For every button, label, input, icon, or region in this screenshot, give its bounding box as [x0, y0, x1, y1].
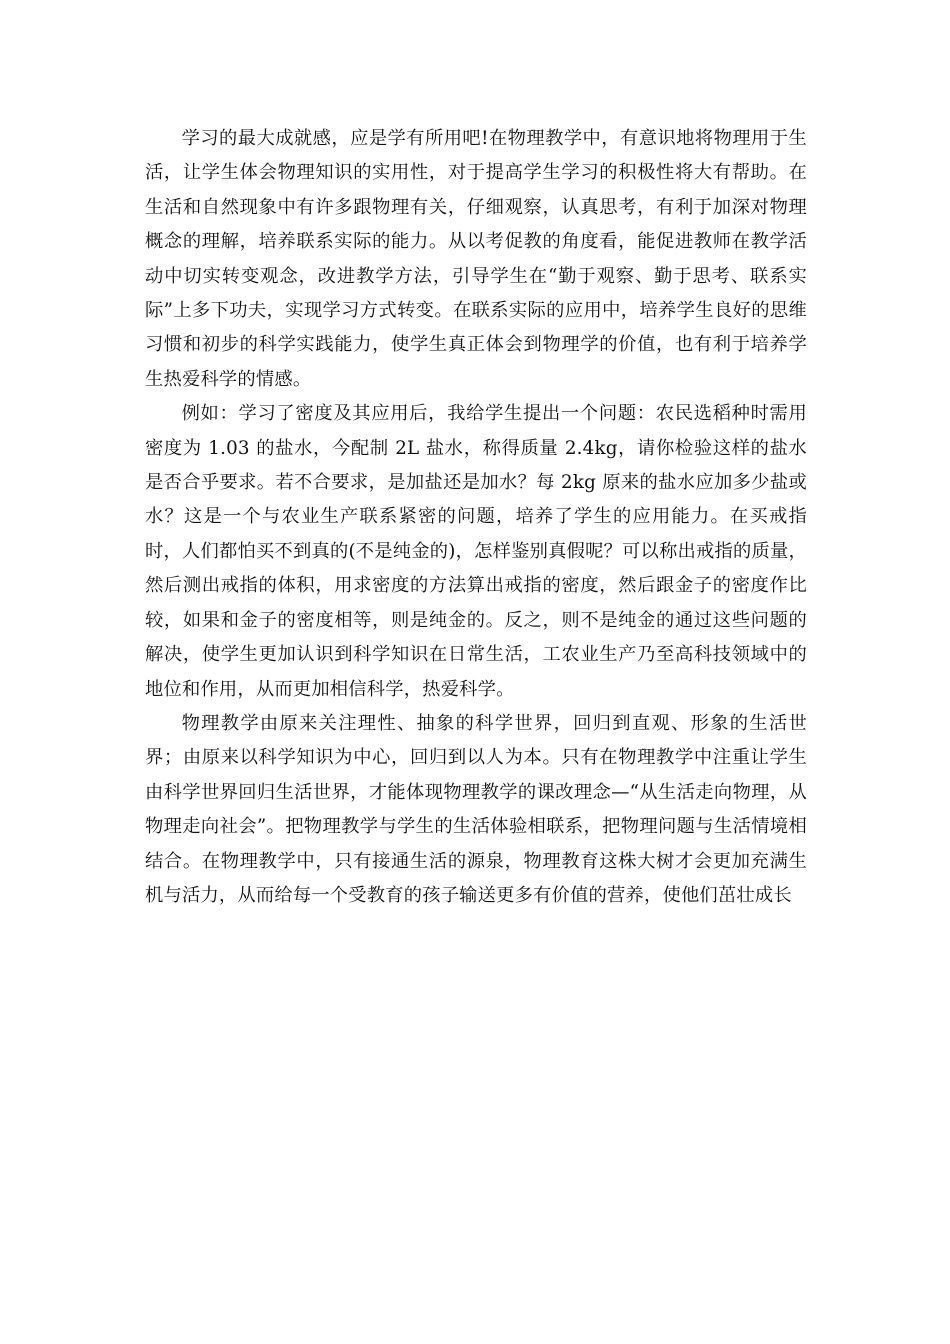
paragraph-3: 物理教学由原来关注理性、抽象的科学世界，回归到直观、形象的生活世界；由原来以科学知识为中心，回归到以人为本。只有在物理教学中注重让学生由科学世界回归生活世界，才能体现物理教学的课改理念—“从生活走向物理，从物理走向社会”。把物理教学与学生的生活体验相联系，把物理问题与生活情境相结合。在物理教学中，只有接通生活的源泉，物理教育这株大树才会更加充满生机与活力，从而给每一个受教育的孩子输送更多有价值的营养，使他们茁壮成长 [145, 712, 807, 906]
document-body [145, 122, 807, 913]
paragraph-1: 学习的最大成就感，应是学有所用吧!在物理教学中，有意识地将物理用于生活，让学生体会物理知识的实用性，对于提高学生学习的积极性将大有帮助。在生活和自然现象中有许多跟物理有关，仔细观察，认真思考，有利于加深对物理概念的理解，培养联系实际的能力。从以考促教的角度看，能促进教师在教学活动中切实转变观念，改进教学方法，引导学生在“勤于观察、勤于思考、联系实际”上多下功夫，实现学习方式转变。在联系实际的应用中，培养学生良好的思维习惯和初步的科学实践能力，使学生真正体会到物理学的价值，也有利于培养学生热爱科学的情感。 [145, 128, 807, 390]
paragraph-2: 例如：学习了密度及其应用后，我给学生提出一个问题：农民选稻种时需用密度为 1.03 的盐水，今配制 2L 盐水，称得质量 2.4kg，请你检验这样的盐水是否合乎要求。若不合要求，是加盐还是加水？每 2kg 原来的盐水应加多少盐或水？这是一个与农业生产联系紧密的问题，培养了学生的应用能力。在买戒指时，人们都怕买不到真的(不是纯金的)，怎样鉴别真假呢？可以称出戒指的质量，然后测出戒指的体积，用求密度的方法算出戒指的密度，然后跟金子的密度作比较，如果和金子的密度相等，则是纯金的。反之，则不是纯金的通过这些问题的解决，使学生更加认识到科学知识在日常生活，工农业生产乃至高科技领域中的地位和作用，从而更加相信科学，热爱科学。 [145, 403, 807, 700]
